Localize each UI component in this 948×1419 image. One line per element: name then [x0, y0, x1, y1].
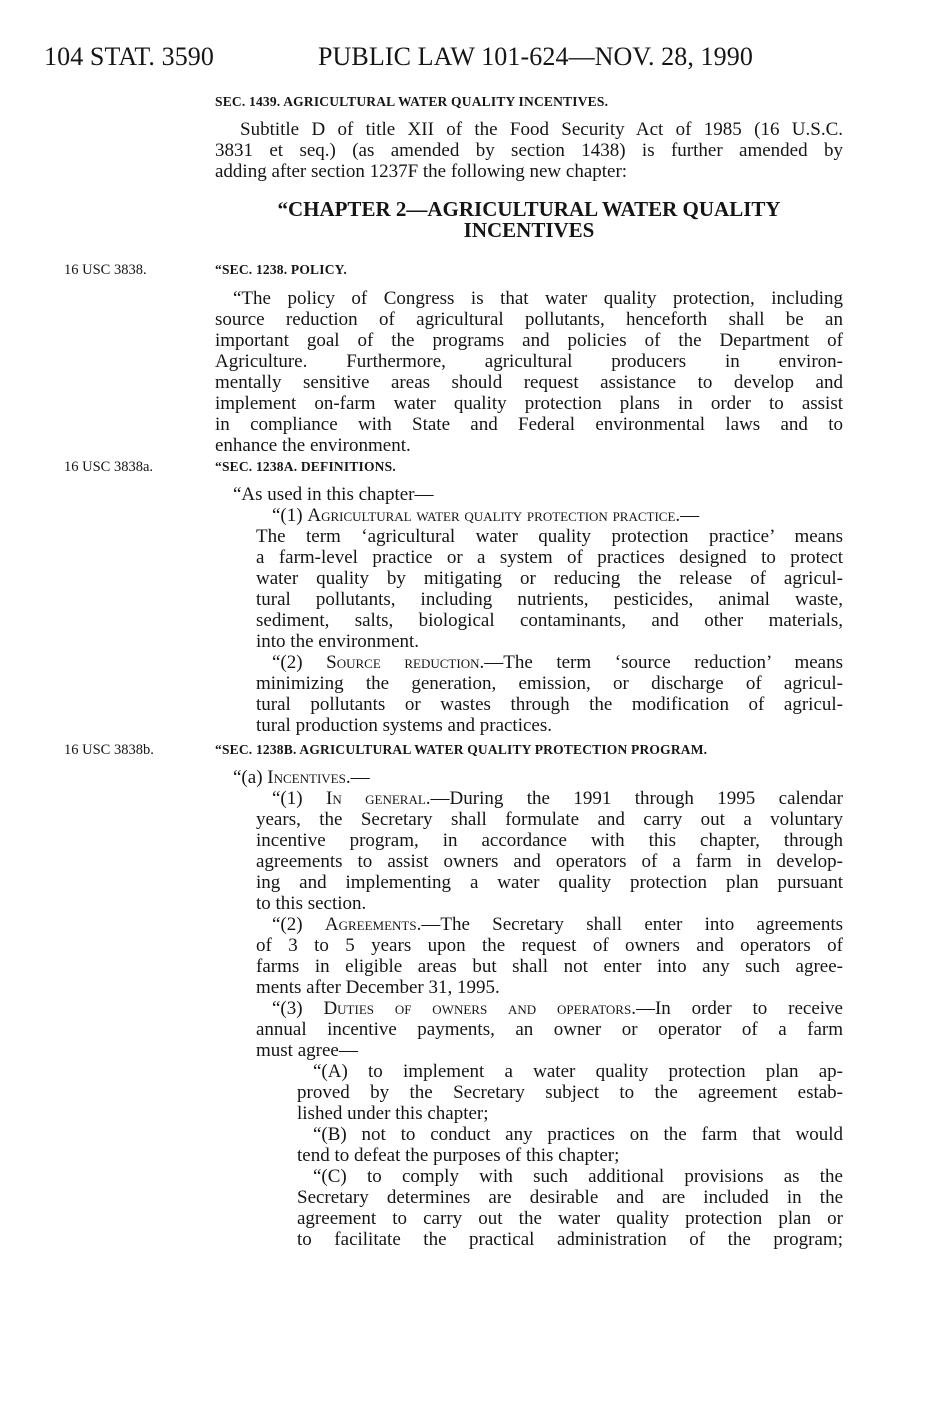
margin-citation-3838: 16 USC 3838.: [64, 262, 147, 278]
text-fragment: .—During the 1991 through 1995 calendar: [425, 788, 844, 809]
text-line: “(A) to implement a water quality protection plan ap-: [313, 1061, 843, 1082]
text-line: “(B) not to conduct any practices on the farm that would: [313, 1124, 843, 1145]
section-1439-text: [215, 119, 843, 182]
text-line: tural pollutants or wastes through the modification of agricul-: [256, 694, 843, 715]
text-line: to this section.: [256, 893, 367, 914]
paragraph-number: “(2): [272, 652, 327, 673]
text-line: ing and implementing a water quality protection plan pursuant: [256, 872, 843, 893]
defined-term: Agricultural water quality protection practice: [307, 505, 676, 526]
paragraph-number: “(1): [272, 505, 308, 526]
text-fragment: .—The term ‘source reduction’ means: [479, 652, 844, 673]
text-line: must agree—: [256, 1040, 358, 1061]
paragraph-number: “(2): [272, 914, 325, 935]
text-line: “As used in this chapter—: [233, 484, 434, 505]
paragraph-2-agreements: [256, 914, 843, 998]
chapter-heading-line-1: “CHAPTER 2—AGRICULTURAL WATER QUALITY: [277, 197, 781, 221]
text-line: “(C) to comply with such additional provisions as the: [313, 1166, 843, 1187]
text-line: mentally sensitive areas should request assistance to develop and: [215, 372, 843, 393]
clause-b: [297, 1124, 843, 1166]
section-1238a-intro: [233, 484, 843, 505]
text-fragment: .—: [675, 505, 700, 526]
paragraph-number: “(1): [272, 788, 326, 809]
text-line: minimizing the generation, emission, or discharge of agricul-: [256, 673, 843, 694]
text-line: [256, 914, 843, 935]
paragraph-3-duties: [256, 998, 843, 1061]
text-line: incentive program, in accordance with this chapter, through: [256, 830, 843, 851]
text-line: [256, 652, 843, 673]
text-line: implement on-farm water quality protection plans in order to assist: [215, 393, 843, 414]
section-1439-heading: SEC. 1439. AGRICULTURAL WATER QUALITY INCENTIVES.: [215, 94, 609, 109]
chapter-heading: [215, 199, 843, 241]
text-line: Agriculture. Furthermore, agricultural producers in environ-: [215, 351, 843, 372]
chapter-heading-line-2: INCENTIVES: [463, 218, 595, 242]
text-line: “The policy of Congress is that water quality protection, including: [233, 288, 843, 309]
paragraph-term: Agreements: [324, 914, 417, 935]
section-1238b-heading: “SEC. 1238B. AGRICULTURAL WATER QUALITY PROTECTION PROGRAM.: [215, 742, 708, 757]
text-line: [256, 998, 843, 1019]
text-line: agreement to carry out the water quality protection plan or: [297, 1208, 843, 1229]
text-line: water quality by mitigating or reducing the release of agricul-: [256, 568, 843, 589]
text-line: tural pollutants, including nutrients, pesticides, animal waste,: [256, 589, 843, 610]
page-header-stat: 104 STAT. 3590: [44, 42, 215, 71]
text-line: enhance the environment.: [215, 435, 411, 456]
text-line: tural production systems and practices.: [256, 715, 553, 736]
text-line: Subtitle D of title XII of the Food Security Act of 1985 (16 U.S.C.: [240, 119, 843, 140]
section-1238-text: [215, 288, 843, 456]
margin-citation-3838a: 16 USC 3838a.: [64, 459, 154, 475]
text-line: farms in eligible areas but shall not enter into any such agree-: [256, 956, 843, 977]
text-line: The term ‘agricultural water quality protection practice’ means: [256, 526, 843, 547]
definition-1: [256, 505, 843, 652]
margin-citation-3838b: 16 USC 3838b.: [64, 742, 154, 758]
text-line: [233, 767, 843, 788]
text-line: of 3 to 5 years upon the request of owners and operators of: [256, 935, 843, 956]
text-line: agreements to assist owners and operators of a farm in develop-: [256, 851, 843, 872]
text-fragment: .—The Secretary shall enter into agreements: [416, 914, 843, 935]
text-line: to facilitate the practical administration of the program;: [297, 1229, 843, 1250]
defined-term: Source reduction: [326, 652, 480, 673]
text-line: adding after section 1237F the following new chapter:: [215, 161, 628, 182]
paragraph-term: Duties of owners and operators: [323, 998, 632, 1019]
text-line: into the environment.: [256, 631, 420, 652]
paragraph-number: “(3): [272, 998, 324, 1019]
text-line: tend to defeat the purposes of this chapter;: [297, 1145, 620, 1166]
definition-2: [256, 652, 843, 736]
text-line: a farm-level practice or a system of practices designed to protect: [256, 547, 843, 568]
text-line: lished under this chapter;: [297, 1103, 489, 1124]
text-line: years, the Secretary shall formulate and carry out a voluntary: [256, 809, 843, 830]
page-header-law: PUBLIC LAW 101-624—NOV. 28, 1990: [318, 42, 753, 71]
section-1238a-heading: “SEC. 1238A. DEFINITIONS.: [215, 459, 396, 474]
subsection-term: Incentives: [267, 767, 346, 788]
text-line: 3831 et seq.) (as amended by section 1438) is further amended by: [215, 140, 843, 161]
text-line: source reduction of agricultural pollutants, henceforth shall be an: [215, 309, 843, 330]
text-line: sediment, salts, biological contaminants, and other materials,: [256, 610, 843, 631]
clause-a: [297, 1061, 843, 1124]
paragraph-term: In general: [326, 788, 426, 809]
paragraph-number: “(a): [233, 767, 268, 788]
text-line: Secretary determines are desirable and are included in the: [297, 1187, 843, 1208]
subsection-a-heading: [233, 767, 843, 788]
text-fragment: .—: [345, 767, 370, 788]
clause-c: [297, 1166, 843, 1250]
paragraph-1-general: [256, 788, 843, 914]
text-line: annual incentive payments, an owner or operator of a farm: [256, 1019, 843, 1040]
text-line: in compliance with State and Federal environmental laws and to: [215, 414, 843, 435]
text-line: ments after December 31, 1995.: [256, 977, 500, 998]
text-line: [256, 505, 843, 526]
section-1238-heading: “SEC. 1238. POLICY.: [215, 262, 347, 277]
text-fragment: .—In order to receive: [631, 998, 843, 1019]
text-line: important goal of the programs and policies of the Department of: [215, 330, 843, 351]
text-line: proved by the Secretary subject to the agreement estab-: [297, 1082, 843, 1103]
text-line: [256, 788, 843, 809]
